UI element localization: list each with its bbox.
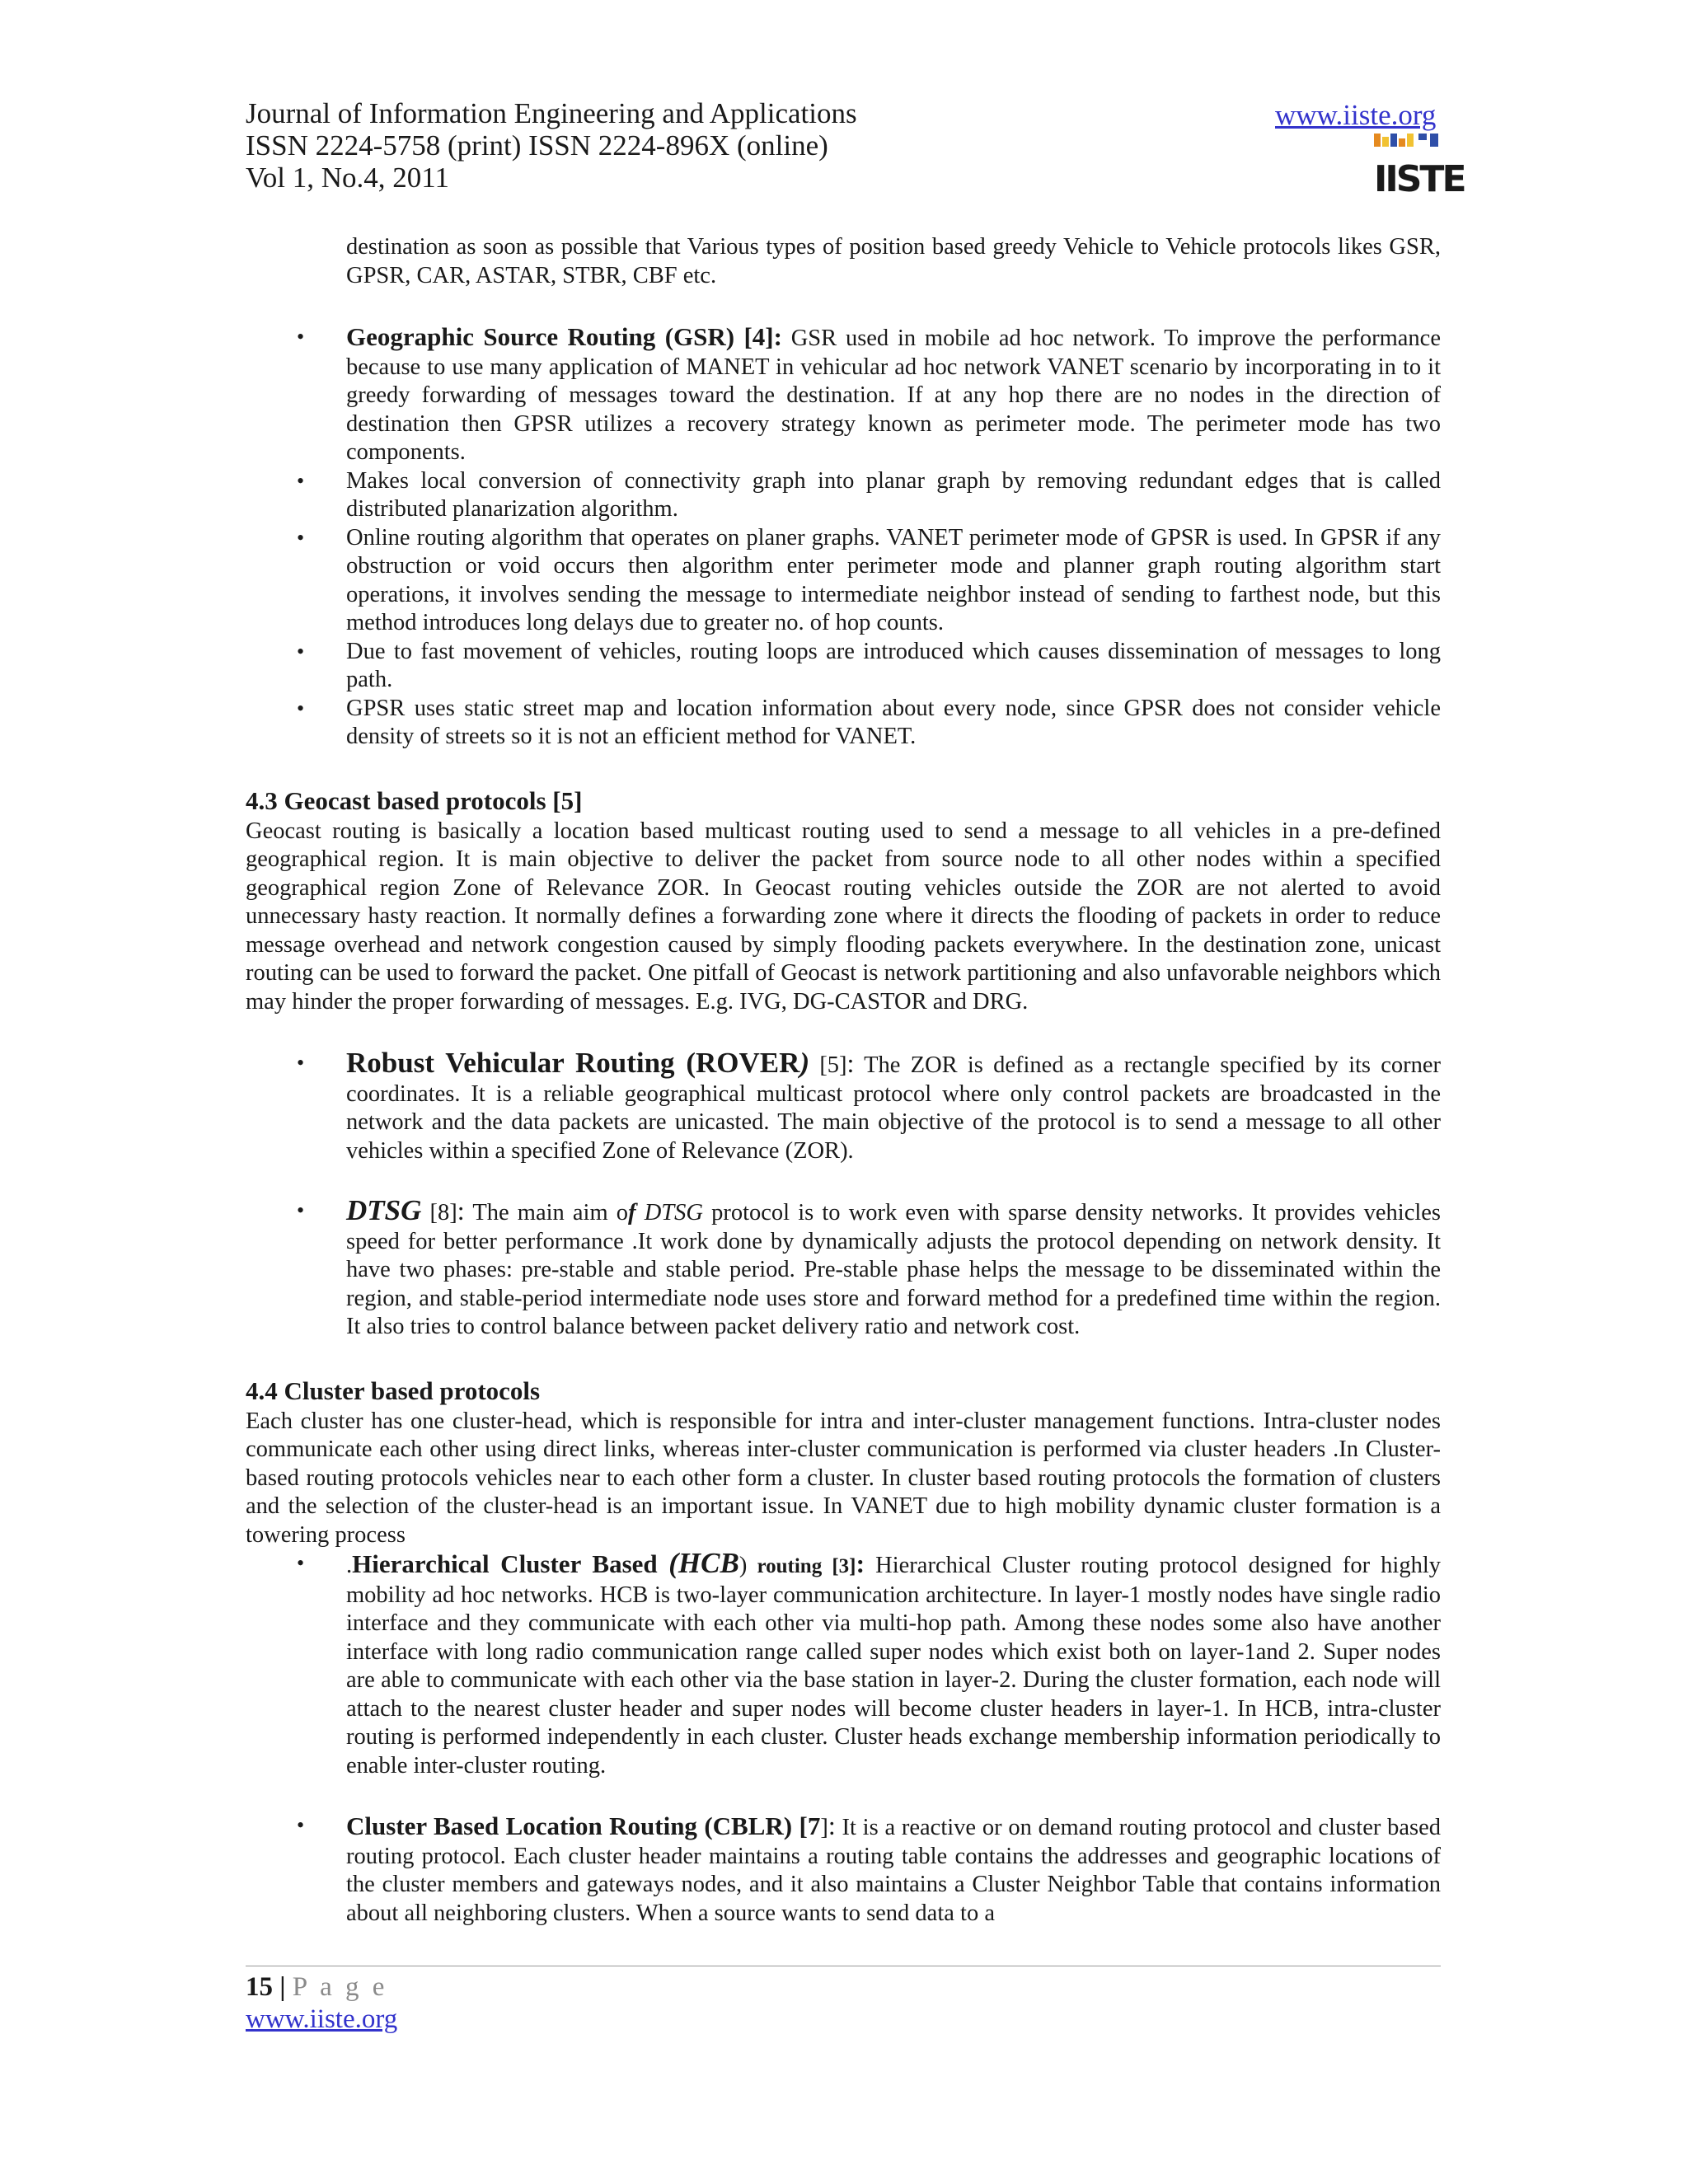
dtsg-colon: : — [457, 1196, 465, 1226]
hcb-text: Hierarchical Cluster routing protocol designed for highly mobility ad hoc networks. HCB is two-layer communication architecture. In layer-1 mostly nodes have single radio interface and they communicate with each other via multi-hop path. Among these nodes some also have another interface with long radio communication range called super nodes which exist both on layer-1and 2. Super nodes are able to communicate with each other via the base station in layer-2. During the cluster formation, each node will attach to the nearest cluster header and super nodes will become cluster headers in layer-1. In HCB, intra-cluster routing is performed independently in each cluster. Cluster heads exchange membership information periodically to enable inter-cluster routing. — [346, 1553, 1442, 1779]
footer-website-link[interactable]: www.iiste.org — [246, 2004, 398, 2034]
iiste-logo — [1372, 132, 1465, 200]
bullet-icon: • — [297, 1051, 305, 1075]
dtsg-text-f: f — [628, 1200, 636, 1226]
list-item — [246, 524, 1441, 638]
dtsg-text-a: The main aim o — [464, 1200, 629, 1226]
cblr-text: It is a reactive or on demand routing protocol and cluster based routing protocol. Each cluster header maintains a routing table contains the addresses and geographic locations of the cluster members and gateways nodes, and it also maintains a Cluster Neighbor Table that contains information about all neighboring clusters. When a source wants to send data to a — [346, 1815, 1441, 1926]
list-item — [246, 467, 1441, 524]
header-website-link[interactable]: www.iiste.org — [1275, 99, 1437, 131]
dtsg-title: DTSG — [346, 1194, 422, 1226]
bullet-icon: • — [297, 1198, 305, 1222]
list-item — [246, 638, 1441, 695]
geocast-paragraph: Geocast routing is basically a location based multicast routing used to send a message to all vehicles in a pre-defined geographical region. It is main objective to deliver the packet from source node to all other nodes within a specified geographical region Zone of Relevance ZOR. In Geocast routing vehicles outside the ZOR are not alerted to avoid unnecessary hasty reaction. It normally defines a forwarding zone where it directs the flooding of packets in order to reduce message overhead and network congestion caused by simply flooding packets everywhere. In the destination zone, unicast routing can be used to forward the packet. One pitfall of Geocast is network partitioning and also unfavorable neighbors which may hinder the proper forwarding of messages. E.g. IVG, DG-CASTOR and DRG. — [246, 818, 1441, 1015]
list-item — [246, 1194, 1442, 1342]
hcb-routing: routing [3] — [747, 1555, 856, 1577]
bullet-icon: • — [297, 468, 305, 493]
bullet-icon: • — [297, 1813, 305, 1837]
rover-text: The ZOR is defined as a rectangle specified by its corner coordinates. It is a reliable geographical multicast protocol where only control packets are broadcasted in the network and the data packets are unicasted. The main objective of the protocol is to send a message to all other vehicles within a specified Zone of Relevance (ZOR). — [346, 1052, 1441, 1164]
cblr-title: Cluster Based Location Routing (CBLR) [7 — [346, 1811, 821, 1840]
hcb-colon: : — [856, 1549, 865, 1578]
cblr-bracket: ] — [820, 1815, 828, 1840]
dtsg-text-name: DTSG — [644, 1200, 703, 1226]
journal-issn: ISSN 2224-5758 (print) ISSN 2224-896X (online) — [246, 129, 828, 162]
list-item-text: Due to fast movement of vehicles, routing loops are introduced which causes dissemination of messages to long path. — [346, 638, 1441, 692]
hcb-paren: ) — [738, 1553, 748, 1578]
rover-ref: [5] — [809, 1052, 847, 1078]
rover-title: Robust Vehicular Routing (ROVER — [346, 1047, 800, 1079]
hcb-abbr: (HCB — [668, 1547, 739, 1579]
cluster-paragraph: Each cluster has one cluster-head, which is responsible for intra and inter-cluster management functions. Intra-cluster nodes communicate each other using direct links, whereas inter-cluster communication is performed via cluster headers .In Cluster-based routing protocols vehicles near to each other form a cluster. In cluster based routing protocols the formation of clusters and the selection of the cluster-head is an important issue. In VANET due to high mobility dynamic cluster formation is a towering process — [246, 1408, 1441, 1548]
hcb-prefix: . — [346, 1553, 353, 1578]
bullet-icon: • — [297, 525, 305, 550]
list-item — [246, 695, 1441, 752]
gsr-bullet-list — [246, 323, 1441, 752]
svg-text:IISTE: IISTE — [1374, 158, 1465, 200]
dtsg-text-c: protocol is to work even with sparse density networks. It provides vehicles speed for better performance .It work done by dynamically adjusts the protocol depending on network density. It have two phases: pre-stable and stable period. Pre-stable phase helps the message to be disseminated within the region, and stable-period intermediate node uses store and forward method for a predefined time within the region. It also tries to control balance between packet delivery ratio and network cost. — [346, 1200, 1442, 1339]
cblr-colon: : — [828, 1811, 836, 1840]
bullet-icon: • — [297, 639, 305, 663]
section-heading-cluster: 4.4 Cluster based protocols — [246, 1376, 541, 1405]
list-item — [246, 323, 1441, 467]
bullet-icon: • — [297, 696, 305, 720]
list-item — [246, 1049, 1441, 1165]
list-item-text: Makes local conversion of connectivity graph into planar graph by removing redundant edges that is called distributed planarization algorithm. — [346, 467, 1441, 522]
gsr-text: GSR used in mobile ad hoc network. To improve the performance because to use many application of MANET in vehicular ad hoc network VANET scenario by incorporating in to it greedy forwarding of messages toward the destination. If at any hop there are no nodes in the direction of destination then GPSR utilizes a recovery strategy known as perimeter mode. The perimeter mode has two components. — [346, 326, 1441, 465]
rover-paren: ) — [799, 1047, 810, 1079]
geocast-bullet-list — [246, 1049, 1441, 1342]
gsr-title: Geographic Source Routing (GSR) [4]: — [346, 322, 782, 351]
list-item — [246, 1811, 1441, 1928]
journal-volume: Vol 1, No.4, 2011 — [246, 162, 449, 194]
rover-colon: : — [846, 1048, 855, 1078]
article-body — [246, 233, 1441, 1928]
journal-header — [246, 97, 1441, 194]
journal-title: Journal of Information Engineering and Applications — [246, 97, 857, 129]
intro-continuation: destination as soon as possible that Various types of position based greedy Vehicle to Vehicle protocols likes GSR, GPSR, CAR, ASTAR, STBR, CBF etc. — [346, 234, 1441, 288]
list-item-text: Online routing algorithm that operates on planer graphs. VANET perimeter mode of GPSR is used. In GPSR if any obstruction or void occurs then algorithm enter perimeter mode and planner graph routing algorithm start operations, it involves sending the message to intermediate neighbor instead of sending to farthest node, but this method introduces long delays due to greater no. of hop counts. — [346, 524, 1441, 635]
dtsg-text-space — [636, 1200, 645, 1226]
page-label: P a g e — [292, 1972, 388, 2002]
bullet-icon: • — [297, 325, 305, 349]
dtsg-ref: [8] — [421, 1200, 457, 1226]
page-footer — [246, 1970, 387, 2004]
cluster-bullet-list — [246, 1549, 1441, 1928]
list-item — [246, 1549, 1441, 1780]
page-separator: | — [273, 1972, 293, 2002]
section-heading-geocast: 4.3 Geocast based protocols [5] — [246, 785, 583, 815]
page-number: 15 — [246, 1972, 273, 2002]
list-item-text: GPSR uses static street map and location information about every node, since GPSR does not consider vehicle density of streets so it is not an efficient method for VANET. — [346, 695, 1441, 749]
hcb-title: Hierarchical Cluster Based — [352, 1549, 669, 1578]
bullet-icon: • — [297, 1551, 305, 1575]
